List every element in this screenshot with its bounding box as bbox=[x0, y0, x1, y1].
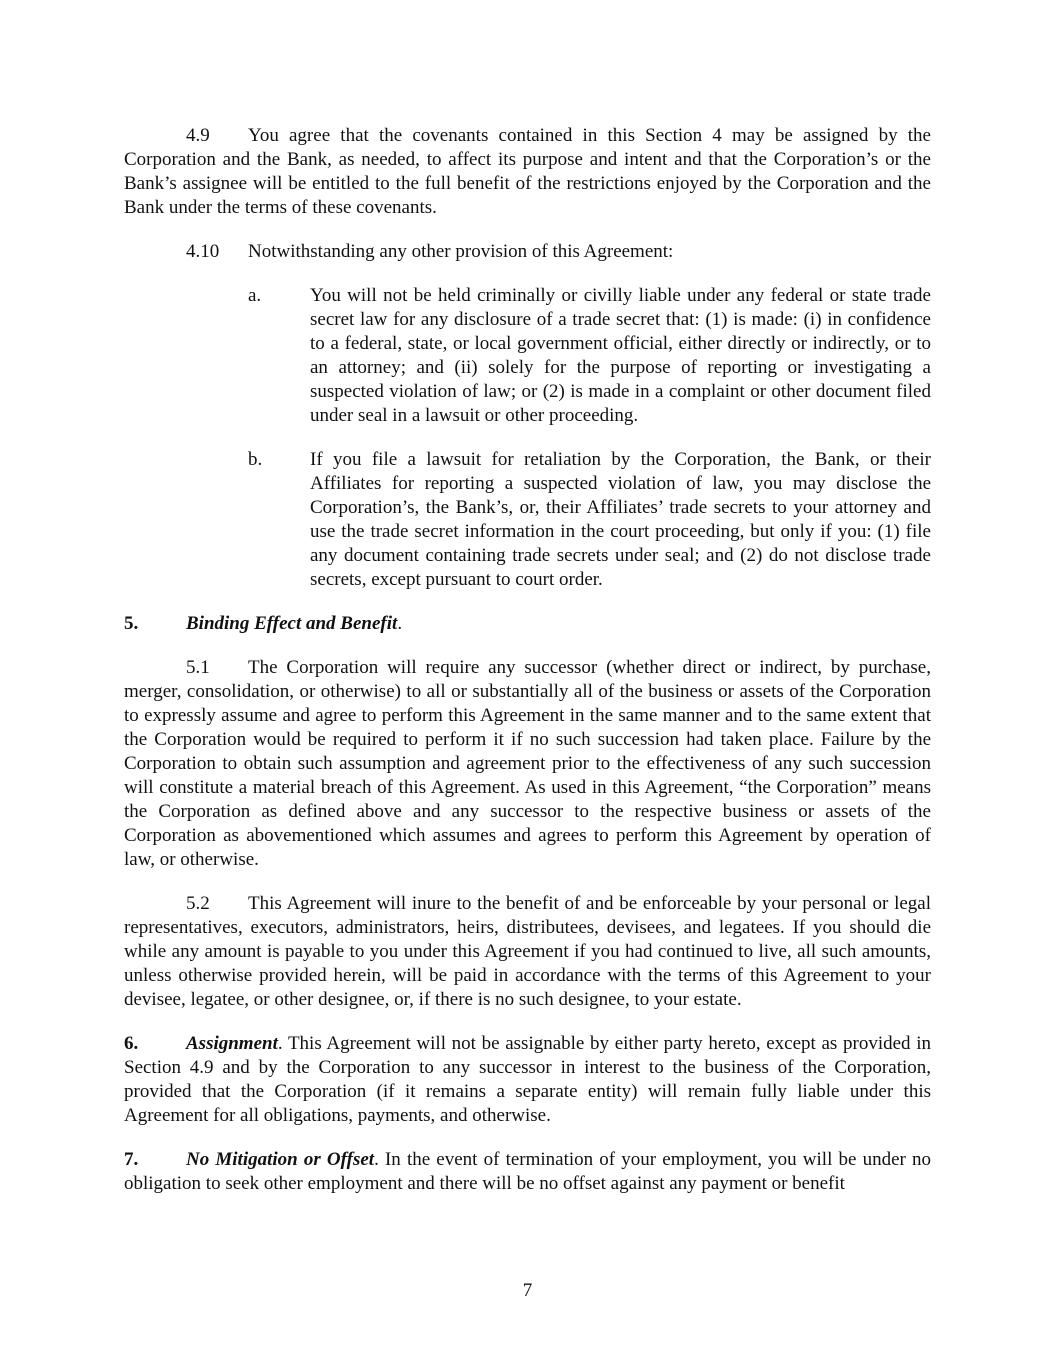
section-title: No Mitigation or Offset bbox=[186, 1149, 375, 1170]
section-5-heading bbox=[124, 612, 931, 636]
paragraph-4-9 bbox=[124, 124, 931, 220]
section-text: . In the event of termination of your employment, you will be under no obligation to seek other employment and there will be no offset against any payment or benefit bbox=[124, 1149, 931, 1194]
section-title-period: . bbox=[397, 613, 403, 634]
section-title: Binding Effect and Benefit bbox=[186, 613, 398, 634]
paragraph-number: 4.9 bbox=[186, 125, 210, 146]
list-item-label: a. bbox=[248, 285, 262, 306]
paragraph-text: You agree that the covenants contained in this Section 4 may be assigned by the Corporation and the Bank, as needed, to affect its purpose and intent and that the Corporation’s or the Bank’s assignee will be entitled to the full benefit of the restrictions enjoyed by the Corporation and the Bank under the terms of these covenants. bbox=[124, 125, 931, 218]
section-title: Assignment bbox=[186, 1033, 278, 1054]
paragraph-text: This Agreement will inure to the benefit of and be enforceable by your personal or legal representatives, executors, administrators, heirs, distributees, devisees, and legatees. If you should die while any amount is payable to you under this Agreement if you had continued to live, all such amounts, unless otherwise provided herein, will be paid in accordance with the terms of this Agreement to your devisee, legatee, or other designee, or, if there is no such designee, to your estate. bbox=[124, 893, 931, 1010]
paragraph-5-2 bbox=[124, 892, 931, 1012]
paragraph-4-10 bbox=[186, 240, 931, 264]
list-item-text: If you file a lawsuit for retaliation by the Corporation, the Bank, or their Affiliates for reporting a suspected violation of law, you may disclose the Corporation’s, the Bank’s, or, their Affiliates’ trade secrets to your attorney and use the trade secret information in the court proceeding, but only if you: (1) file any document containing trade secrets under seal; and (2) do not disclose trade secrets, except pursuant to court order. bbox=[310, 449, 931, 590]
list-item-text: You will not be held criminally or civilly liable under any federal or state trade secret law for any disclosure of a trade secret that: (1) is made: (i) in confidence to a federal, state, or local government official, either directly or indirectly, or to an attorney; and (ii) solely for the purpose of reporting or investigating a suspected violation of law; or (2) is made in a complaint or other document filed under seal in a lawsuit or other proceeding. bbox=[310, 285, 931, 426]
section-text: . This Agreement will not be assignable by either party hereto, except as provided in Section 4.9 and by the Corporation to any successor in interest to the business of the Corporation, provided that the Corporation (if it remains a separate entity) will remain fully liable under this Agreement for all obligations, payments, and otherwise. bbox=[124, 1033, 931, 1126]
paragraph-number: 5.1 bbox=[186, 657, 210, 678]
paragraph-text: The Corporation will require any successor (whether direct or indirect, by purchase, merger, consolidation, or otherwise) to all or substantially all of the business or assets of the Corporation to expressly assume and agree to perform this Agreement in the same manner and to the same extent that the Corporation would be required to perform it if no such succession had taken place. Failure by the Corporation to obtain such assumption and agreement prior to the effectiveness of any such succession will constitute a material breach of this Agreement. As used in this Agreement, “the Corporation” means the Corporation as defined above and any successor to the respective business or assets of the Corporation as abovementioned which assumes and agrees to perform this Agreement by operation of law, or otherwise. bbox=[124, 657, 931, 870]
list-item-b bbox=[124, 448, 931, 592]
section-number: 5. bbox=[124, 613, 139, 634]
page-number: 7 bbox=[522, 1280, 533, 1301]
paragraph-text: Notwithstanding any other provision of this Agreement: bbox=[248, 241, 674, 262]
list-item-a bbox=[124, 284, 931, 428]
paragraph-number: 5.2 bbox=[186, 893, 210, 914]
list-item-label: b. bbox=[248, 449, 263, 470]
section-7 bbox=[124, 1148, 931, 1196]
section-6 bbox=[124, 1032, 931, 1128]
section-number: 7. bbox=[124, 1149, 139, 1170]
paragraph-5-1 bbox=[124, 656, 931, 872]
section-number: 6. bbox=[124, 1033, 139, 1054]
paragraph-number: 4.10 bbox=[186, 241, 220, 262]
document-page bbox=[124, 124, 931, 1196]
